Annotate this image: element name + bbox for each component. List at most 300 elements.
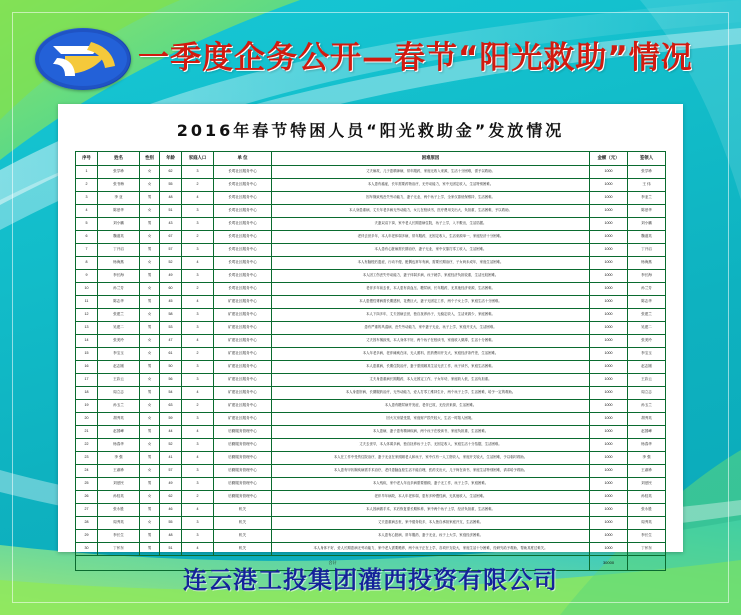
row-signature: 李宝玉 [628,348,666,361]
row-amount: 1000 [590,543,628,556]
row-amount: 1000 [590,452,628,465]
row-name: 吴建二 [98,322,140,335]
row-reason: 丈夫因车祸致残，本人身体不好，两个孩子在校读书，家庭收入微薄，生活十分困难。 [272,335,590,348]
document-sheet [58,104,683,565]
row-amount: 1000 [590,322,628,335]
row-amount: 1000 [590,270,628,283]
col-signature: 签领人 [628,152,666,166]
row-age: 53 [160,322,182,335]
row-unit: 长莺社区服务中心 [214,283,272,296]
row-age: 55 [160,179,182,192]
row-age: 55 [160,517,182,530]
row-sex: 男 [140,296,160,309]
row-name: 张学珍 [98,166,140,179]
row-family: 3 [182,166,214,179]
row-family: 3 [182,517,214,530]
table-row [76,270,666,283]
row-unit: 后勤服务管理中心 [214,478,272,491]
row-sex: 男 [140,426,160,439]
row-name: 李长生 [98,530,140,543]
row-age: 67 [160,231,182,244]
row-signature: 张美玲 [628,335,666,348]
row-family: 4 [182,426,214,439]
row-age: 59 [160,413,182,426]
row-no: 2 [76,179,98,192]
row-signature: 丁开启 [628,244,666,257]
row-sex: 男 [140,452,160,465]
row-no: 22 [76,439,98,452]
row-reason: 本人身患肝病，长期服药治疗，无劳动能力，爱人打零工维持生计，两个孩子上学，生活困难，给予一定的救助。 [272,387,590,400]
row-no: 23 [76,452,98,465]
aid-distribution-table [75,151,666,571]
row-signature: 李长海 [628,270,666,283]
row-unit: 机关 [214,530,272,543]
row-no: 1 [76,166,98,179]
row-unit: 矿建社区服务中心 [214,361,272,374]
row-family: 3 [182,439,214,452]
row-name: 刘小鹏 [98,218,140,231]
table-row [76,426,666,439]
row-sex: 女 [140,374,160,387]
row-sex: 男 [140,322,160,335]
row-no: 29 [76,530,98,543]
row-signature: 孙兰芳 [628,283,666,296]
row-name: 陈爱华 [98,205,140,218]
row-age: 63 [160,400,182,413]
row-name: 李长海 [98,270,140,283]
col-family: 家庭人口 [182,152,214,166]
row-family: 2 [182,491,214,504]
row-sex: 女 [140,335,160,348]
col-unit: 单 位 [214,152,272,166]
table-header-row [76,152,666,166]
row-reason: 本人因病做手术，术后恢复需长期休养，家中两个孩子上学，经济负担重，生活困难。 [272,504,590,517]
row-reason: 本人在工作中受伤住院治疗，妻子无业在家照顾老人和孩子，家中仅有一人工资收入，家庭开支较大，生活困难，予以临时救助。 [272,452,590,465]
table-row [76,244,666,257]
row-signature: 王彩云 [628,374,666,387]
page-title: 一季度企务公开—春节“阳光救助”情况 [138,40,693,76]
row-unit: 矿建社区服务中心 [214,296,272,309]
row-sex: 男 [140,361,160,374]
row-no: 17 [76,374,98,387]
row-age: 57 [160,244,182,257]
row-amount: 1000 [590,413,628,426]
table-row [76,335,666,348]
row-unit: 后勤服务管理中心 [214,426,272,439]
row-age: 54 [160,387,182,400]
row-no: 25 [76,478,98,491]
poster-header [30,28,710,92]
row-sex: 男 [140,218,160,231]
row-age: 50 [160,361,182,374]
row-reason: 因车祸致残丧失劳动能力，妻子无业，两个孩子上学，全家仅靠低保维持，生活困难。 [272,192,590,205]
row-amount: 1000 [590,400,628,413]
row-no: 19 [76,400,98,413]
row-age: 45 [160,296,182,309]
row-signature: 陈爱华 [628,205,666,218]
row-name: 丁开启 [98,244,140,257]
row-amount: 1000 [590,309,628,322]
table-row [76,400,666,413]
table-row [76,517,666,530]
row-family: 2 [182,231,214,244]
row-signature: 杨海燕 [628,257,666,270]
row-signature: 李亚兰 [628,192,666,205]
table-row [76,218,666,231]
row-family: 3 [182,413,214,426]
row-sex: 男 [140,530,160,543]
row-age: 46 [160,504,182,517]
row-age: 47 [160,335,182,348]
row-name: 张美玲 [98,335,140,348]
row-signature: 孙玉兰 [628,400,666,413]
col-sex: 性别 [140,152,160,166]
row-unit: 机关 [214,517,272,530]
row-signature: 刘小鹏 [628,218,666,231]
row-name: 张永胜 [98,504,140,517]
row-amount: 1000 [590,374,628,387]
row-signature: 胡秀英 [628,413,666,426]
row-name: 李 亚 [98,192,140,205]
row-unit: 长莺社区服务中心 [214,231,272,244]
row-reason: 本人患病，妻子患有精神疾病，两个孩子在校读书，家庭负担重，生活困难。 [272,426,590,439]
col-age: 年龄 [160,152,182,166]
row-signature: 周秀英 [628,517,666,530]
row-amount: 1000 [590,361,628,374]
row-no: 4 [76,205,98,218]
row-name: 李宝玉 [98,348,140,361]
row-unit: 长莺社区服务中心 [214,192,272,205]
row-age: 58 [160,309,182,322]
row-amount: 1000 [590,296,628,309]
row-sex: 女 [140,517,160,530]
table-row [76,504,666,517]
row-family: 3 [182,478,214,491]
table-row [76,491,666,504]
row-age: 48 [160,530,182,543]
row-amount: 1000 [590,257,628,270]
row-signature: 张建兰 [628,309,666,322]
table-row [76,348,666,361]
row-unit: 矿建社区服务中心 [214,322,272,335]
row-age: 61 [160,348,182,361]
row-amount: 1000 [590,439,628,452]
row-family: 3 [182,218,214,231]
table-row [76,257,666,270]
row-age: 57 [160,465,182,478]
row-reason: 因火灾房屋受损，家庭财产损失较大，生活一时陷入困境。 [272,413,590,426]
row-age: 51 [160,543,182,556]
row-sex: 女 [140,491,160,504]
row-family: 3 [182,322,214,335]
row-name: 陈志华 [98,296,140,309]
row-no: 26 [76,491,98,504]
row-sex: 女 [140,465,160,478]
row-sex: 女 [140,400,160,413]
row-family: 3 [182,309,214,322]
row-signature: 王 伟 [628,179,666,192]
row-reason: 本人身患重病，丈夫年老多病无劳动能力，女儿在校读书，医疗费用支出大，负担重，生活困难，予以救助。 [272,205,590,218]
row-sex: 女 [140,309,160,322]
row-sex: 女 [140,231,160,244]
table-row [76,413,666,426]
row-reason: 本人有脑梗后遗症，行动不便，配偶也常年有病，需要长期治疗，子女尚未成年，家庭生活困难。 [272,257,590,270]
row-reason: 本人患慢性肾病需长期透析，花费巨大，妻子无固定工作，两个子女上学，家庭生活十分困难。 [272,296,590,309]
row-family: 3 [182,530,214,543]
row-reason: 本人患有心脏病，常年服药，妻子无业，孩子上大学，家庭经济困难。 [272,530,590,543]
row-family: 4 [182,296,214,309]
row-sex: 女 [140,283,160,296]
row-amount: 1000 [590,335,628,348]
row-name: 孙桂英 [98,491,140,504]
row-unit: 矿建社区服务中心 [214,400,272,413]
row-age: 60 [160,283,182,296]
col-name: 姓名 [98,152,140,166]
row-age: 49 [160,478,182,491]
row-amount: 1000 [590,426,628,439]
row-family: 4 [182,257,214,270]
row-name: 周立志 [98,387,140,400]
row-unit: 机关 [214,504,272,517]
row-reason: 老伴去世多年，本人年老体弱多病，常年服药，无固定收入，生活来源单一，家庭经济十分困难。 [272,231,590,244]
row-reason: 本人患有糖尿病并发症，老伴已故，无经济来源，生活困难。 [272,400,590,413]
row-signature: 周立志 [628,387,666,400]
row-sex: 男 [140,387,160,400]
row-unit: 长莺社区服务中心 [214,244,272,257]
table-row [76,361,666,374]
row-age: 52 [160,439,182,452]
row-signature: 李 强 [628,452,666,465]
row-name: 魏道英 [98,231,140,244]
table-row [76,478,666,491]
row-sex: 女 [140,166,160,179]
row-no: 21 [76,426,98,439]
row-no: 6 [76,231,98,244]
row-amount: 1000 [590,387,628,400]
table-row [76,387,666,400]
row-unit: 后勤服务管理中心 [214,465,272,478]
row-amount: 1000 [590,478,628,491]
row-amount: 1000 [590,231,628,244]
row-family: 4 [182,335,214,348]
row-reason: 患有严重的风湿病，丧失劳动能力，家中妻子无业，孩子上学，家庭开支大，生活困难。 [272,322,590,335]
row-reason: 本人下岗多年，丈夫因病去世，独自抚养孙子，无稳定收入，生活来源少，家庭困难。 [272,309,590,322]
row-reason: 本人患有心脏病需长期治疗，妻子无业，家中仅靠打零工收入，生活困难。 [272,244,590,257]
row-sex: 男 [140,543,160,556]
row-name: 李 强 [98,452,140,465]
row-sex: 男 [140,504,160,517]
row-amount: 1000 [590,218,628,231]
row-amount: 1000 [590,179,628,192]
row-age: 49 [160,270,182,283]
company-logo-icon [35,28,131,90]
row-family: 4 [182,452,214,465]
row-reason: 丈夫患重病去世，家中债务较多，本人独自承担家庭开支，生活困难。 [272,517,590,530]
row-amount: 1000 [590,283,628,296]
row-signature: 孙桂英 [628,491,666,504]
row-family: 4 [182,192,214,205]
row-name: 张书梅 [98,179,140,192]
row-sex: 女 [140,205,160,218]
row-amount: 1000 [590,166,628,179]
row-family: 4 [182,543,214,556]
row-name: 周秀英 [98,517,140,530]
row-no: 15 [76,348,98,361]
row-sex: 男 [140,244,160,257]
row-no: 27 [76,504,98,517]
row-no: 28 [76,517,98,530]
row-unit: 后勤服务管理中心 [214,491,272,504]
row-age: 62 [160,491,182,504]
total-label: 合计 [76,556,590,571]
table-row [76,231,666,244]
row-family: 3 [182,205,214,218]
row-no: 30 [76,543,98,556]
row-name: 刘爱民 [98,478,140,491]
row-sex: 女 [140,348,160,361]
row-name: 胡秀英 [98,413,140,426]
table-row [76,543,666,556]
row-amount: 1000 [590,504,628,517]
row-reason: 老伴多年前去世，本人患有高血压、糖尿病，长年服药，无其他经济来源，生活困难。 [272,283,590,296]
row-family: 4 [182,504,214,517]
company-name: 连云港工投集团灌西投资有限公司 [183,566,558,594]
row-family: 2 [182,400,214,413]
row-reason: 本人因工伤丧失劳动能力，妻子体弱多病，孩子就学，家庭经济负担较重，生活比较困难。 [272,270,590,283]
table-row [76,192,666,205]
row-family: 3 [182,361,214,374]
table-row [76,309,666,322]
row-reason: 本人残疾，家中老人年迈多病需要照顾，妻子无工作，孩子上学，家庭困难。 [272,478,590,491]
row-unit: 长莺社区服务中心 [214,270,272,283]
row-no: 8 [76,257,98,270]
row-no: 24 [76,465,98,478]
row-age: 48 [160,192,182,205]
row-amount: 1000 [590,205,628,218]
row-amount: 1000 [590,491,628,504]
total-amount: 30000 [590,556,628,571]
row-unit: 矿建社区服务中心 [214,387,272,400]
row-no: 3 [76,192,98,205]
row-name: 王淑珍 [98,465,140,478]
table-row [76,283,666,296]
row-reason: 本人患重病，长期住院治疗，妻子需照顾其生活无法工作，孩子读书，家庭生活困难。 [272,361,590,374]
row-signature: 李长生 [628,530,666,543]
row-no: 18 [76,387,98,400]
row-family: 2 [182,348,214,361]
row-no: 9 [76,270,98,283]
col-no: 序号 [76,152,98,166]
row-sex: 女 [140,179,160,192]
row-no: 14 [76,335,98,348]
row-reason: 丈夫病故，儿子患精神病，常年服药，家庭无收入来源，生活十分困难，需予以救助。 [272,166,590,179]
table-row [76,465,666,478]
row-reason: 夫妻双双下岗，家中老人长期患病住院，孩子上学，入不敷出，生活拮据。 [272,218,590,231]
table-row [76,374,666,387]
row-unit: 后勤服务管理中心 [214,452,272,465]
row-no: 11 [76,296,98,309]
row-no: 12 [76,309,98,322]
row-unit: 长莺社区服务中心 [214,218,272,231]
row-age: 52 [160,257,182,270]
row-amount: 1000 [590,517,628,530]
row-signature: 杨春华 [628,439,666,452]
row-sex: 女 [140,413,160,426]
row-signature: 魏道英 [628,231,666,244]
row-family: 2 [182,283,214,296]
row-sex: 女 [140,257,160,270]
row-amount: 1000 [590,530,628,543]
row-reason: 丈夫去世早，本人体弱多病，独自抚养孩子上学，无固定收入，家庭生活十分拮据，生活困难。 [272,439,590,452]
row-name: 杨海燕 [98,257,140,270]
row-unit: 矿建社区服务中心 [214,348,272,361]
table-row [76,452,666,465]
row-name: 王彩云 [98,374,140,387]
row-signature: 丁怀东 [628,543,666,556]
row-no: 7 [76,244,98,257]
row-sex: 男 [140,270,160,283]
row-unit: 矿建社区服务中心 [214,309,272,322]
row-signature: 张永胜 [628,504,666,517]
col-reason: 困难原因 [272,152,590,166]
row-sex: 男 [140,478,160,491]
table-row [76,322,666,335]
row-name: 赵国峰 [98,426,140,439]
row-family: 3 [182,374,214,387]
row-name: 丁怀东 [98,543,140,556]
document-title: 2016年春节特困人员“阳光救助金”发放情况 [176,121,565,140]
row-reason: 丈夫身患重病长期服药，本人无固定工作，子女年幼，家庭收入低，生活负担重。 [272,374,590,387]
row-reason: 本人患有甲状腺疾病需手术治疗，老伴患脑血栓生活不能自理，医药支出大，儿子尚在读书，家庭生活特别困难，请求给予救助。 [272,465,590,478]
row-signature: 陈志华 [628,296,666,309]
row-age: 41 [160,452,182,465]
row-sex: 女 [140,439,160,452]
row-amount: 1000 [590,465,628,478]
row-family: 4 [182,387,214,400]
row-name: 赵志刚 [98,361,140,374]
row-unit: 机关 [214,543,272,556]
row-amount: 1000 [590,348,628,361]
row-no: 10 [76,283,98,296]
row-amount: 1000 [590,192,628,205]
row-no: 5 [76,218,98,231]
row-signature: 吴建二 [628,322,666,335]
row-name: 张建兰 [98,309,140,322]
row-reason: 本人患有癌症，长年需要药物治疗，无劳动能力，家中无固定收入，生活特别困难。 [272,179,590,192]
row-signature: 赵国峰 [628,426,666,439]
row-signature: 刘爱民 [628,478,666,491]
row-reason: 老伴早年病故，本人年老体弱，患有多种慢性病，无其他收入，生活困难。 [272,491,590,504]
row-family: 3 [182,270,214,283]
row-unit: 长莺社区服务中心 [214,257,272,270]
row-age: 44 [160,426,182,439]
row-sex: 男 [140,192,160,205]
col-amount: 金额（元） [590,152,628,166]
row-signature: 张学珍 [628,166,666,179]
row-no: 13 [76,322,98,335]
table-row [76,530,666,543]
row-name: 孙玉兰 [98,400,140,413]
row-family: 2 [182,179,214,192]
row-age: 43 [160,218,182,231]
table-row [76,205,666,218]
table-row [76,166,666,179]
row-no: 16 [76,361,98,374]
row-name: 杨春华 [98,439,140,452]
row-reason: 本人年老多病，老伴瘫痪在床，无人照料，医药费用开支大，家庭经济条件差，生活困难。 [272,348,590,361]
row-age: 56 [160,374,182,387]
row-signature: 赵志刚 [628,361,666,374]
